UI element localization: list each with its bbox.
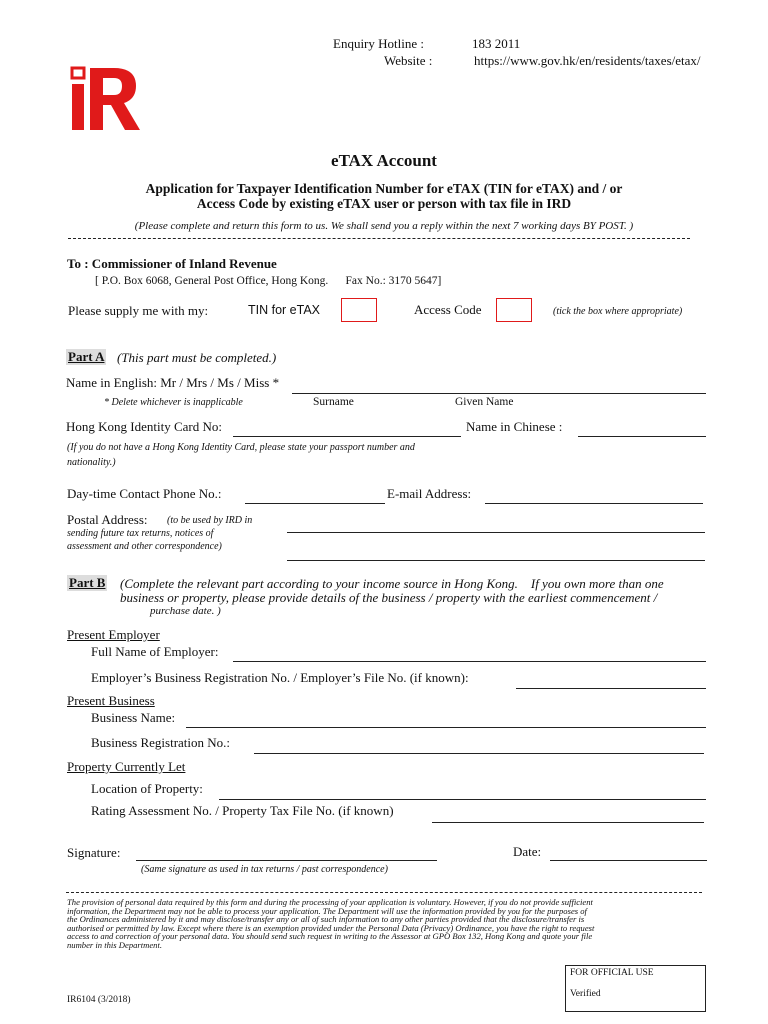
date-field[interactable] [550,860,707,861]
part-a-note: (This part must be completed.) [117,350,277,365]
passport-note-2: nationality.) [67,457,116,468]
present-employer-heading: Present Employer [67,627,160,642]
form-title: eTAX Account [331,151,437,170]
access-code-label: Access Code [414,302,482,317]
chinese-name-label: Name in Chinese : [466,419,563,434]
passport-note-1: (If you do not have a Hong Kong Identity Card, please state your passport number and [67,442,415,453]
hotline-label: Enquiry Hotline : [333,36,424,51]
phone-label: Day-time Contact Phone No.: [67,486,222,501]
given-name-label: Given Name [455,396,514,408]
surname-label: Surname [313,396,354,408]
part-b-note-2: business or property, please provide details of the business / property with the earliest commencement / [120,590,658,605]
signature-field[interactable] [136,860,437,861]
privacy-statement [67,898,707,950]
privacy-line: number in this Department. [67,939,163,950]
property-location-field[interactable] [219,799,706,800]
part-b-note-1: (Complete the relevant part according to your income source in Hong Kong. If you own more than one [120,576,664,591]
privacy-line: The provision of personal data required by this form and during the processing of your application is voluntary. However, if you do not provide sufficient [67,897,593,907]
part-b-note-3: purchase date. ) [150,605,221,617]
postal-note-3: assessment and other correspondence) [67,541,222,552]
form-instruction: (Please complete and return this form to us. We shall send you a reply within the next 7 working days BY POST. ) [134,220,634,232]
business-brn-label: Business Registration No.: [91,735,231,750]
chinese-name-field[interactable] [578,436,706,437]
employer-name-field[interactable] [233,661,706,662]
date-label: Date: [513,844,542,859]
official-use-box [565,965,706,1012]
postal-note-1: (to be used by IRD in [167,515,253,526]
addressee: To : Commissioner of Inland Revenue [67,256,277,271]
name-english-field[interactable] [292,393,706,394]
business-name-label: Business Name: [91,710,176,725]
privacy-line: the Ordinances administered by it and may disclose/transfer any or all of such information to any other parties provided that the disclosure/transfer is [67,914,585,925]
signature-note: (Same signature as used in tax returns / past correspondence) [141,864,388,875]
postal-address-label: Postal Address: [67,512,148,527]
form-subtitle-2: Access Code by existing eTAX user or person with tax file in IRD [196,196,572,211]
form-subtitle-1: Application for Taxpayer Identification Number for eTAX (TIN for eTAX) and / or [145,181,623,196]
privacy-line: access to and correction of your personal data. You should send such request in writing to the Assessor at GPO Box 132, Hong Kong and quote your file [67,931,593,942]
rating-assessment-label: Rating Assessment No. / Property Tax File No. (if known) [91,803,394,818]
hotline-value: 183 2011 [472,36,521,51]
postal-address-field-1[interactable] [287,532,705,533]
employer-brn-field[interactable] [516,688,706,689]
supply-label: Please supply me with my: [68,303,209,318]
website-link[interactable]: https://www.gov.hk/en/residents/taxes/etax/ [474,53,701,68]
part-b-heading: Part B [69,575,106,590]
delete-note: * Delete whichever is inapplicable [104,397,243,408]
privacy-line: information, the Department may not be able to process your application. The Department will use the information provided by you for the purposes of [67,905,587,916]
employer-name-label: Full Name of Employer: [91,644,219,659]
privacy-line: authorised or permitted by law. Except where there is an exemption provided under the Personal Data (Privacy) Ordinance, you have the right to request [67,922,595,933]
tin-label: TIN for eTAX [248,303,321,317]
employer-brn-label: Employer’s Business Registration No. / Employer’s File No. (if known): [91,670,469,685]
property-location-label: Location of Property: [91,781,203,796]
access-code-checkbox[interactable] [496,298,532,322]
phone-field[interactable] [245,503,385,504]
email-label: E-mail Address: [387,486,472,501]
tin-checkbox[interactable] [341,298,377,322]
rating-assessment-field[interactable] [432,822,704,823]
website-label: Website : [384,53,433,68]
official-use-label: FOR OFFICIAL USE [570,968,654,978]
email-field[interactable] [485,503,703,504]
divider [68,238,690,239]
property-heading: Property Currently Let [67,759,186,774]
ird-logo [70,66,142,132]
present-business-heading: Present Business [67,693,155,708]
part-a-heading: Part A [68,349,105,364]
business-brn-field[interactable] [254,753,704,754]
hkid-field[interactable] [233,436,461,437]
business-name-field[interactable] [186,727,706,728]
tick-note: (tick the box where appropriate) [553,306,683,317]
name-english-label: Name in English: Mr / Mrs / Ms / Miss * [66,375,280,390]
verified-label: Verified [570,989,601,999]
postal-address-field-2[interactable] [287,560,705,561]
hkid-label: Hong Kong Identity Card No: [66,419,222,434]
form-code: IR6104 (3/2018) [67,995,131,1005]
signature-label: Signature: [67,845,121,860]
postal-note-2: sending future tax returns, notices of [67,528,214,539]
footer-divider [66,892,702,893]
ird-address: [ P.O. Box 6068, General Post Office, Hong Kong. Fax No.: 3170 5647] [95,275,442,287]
